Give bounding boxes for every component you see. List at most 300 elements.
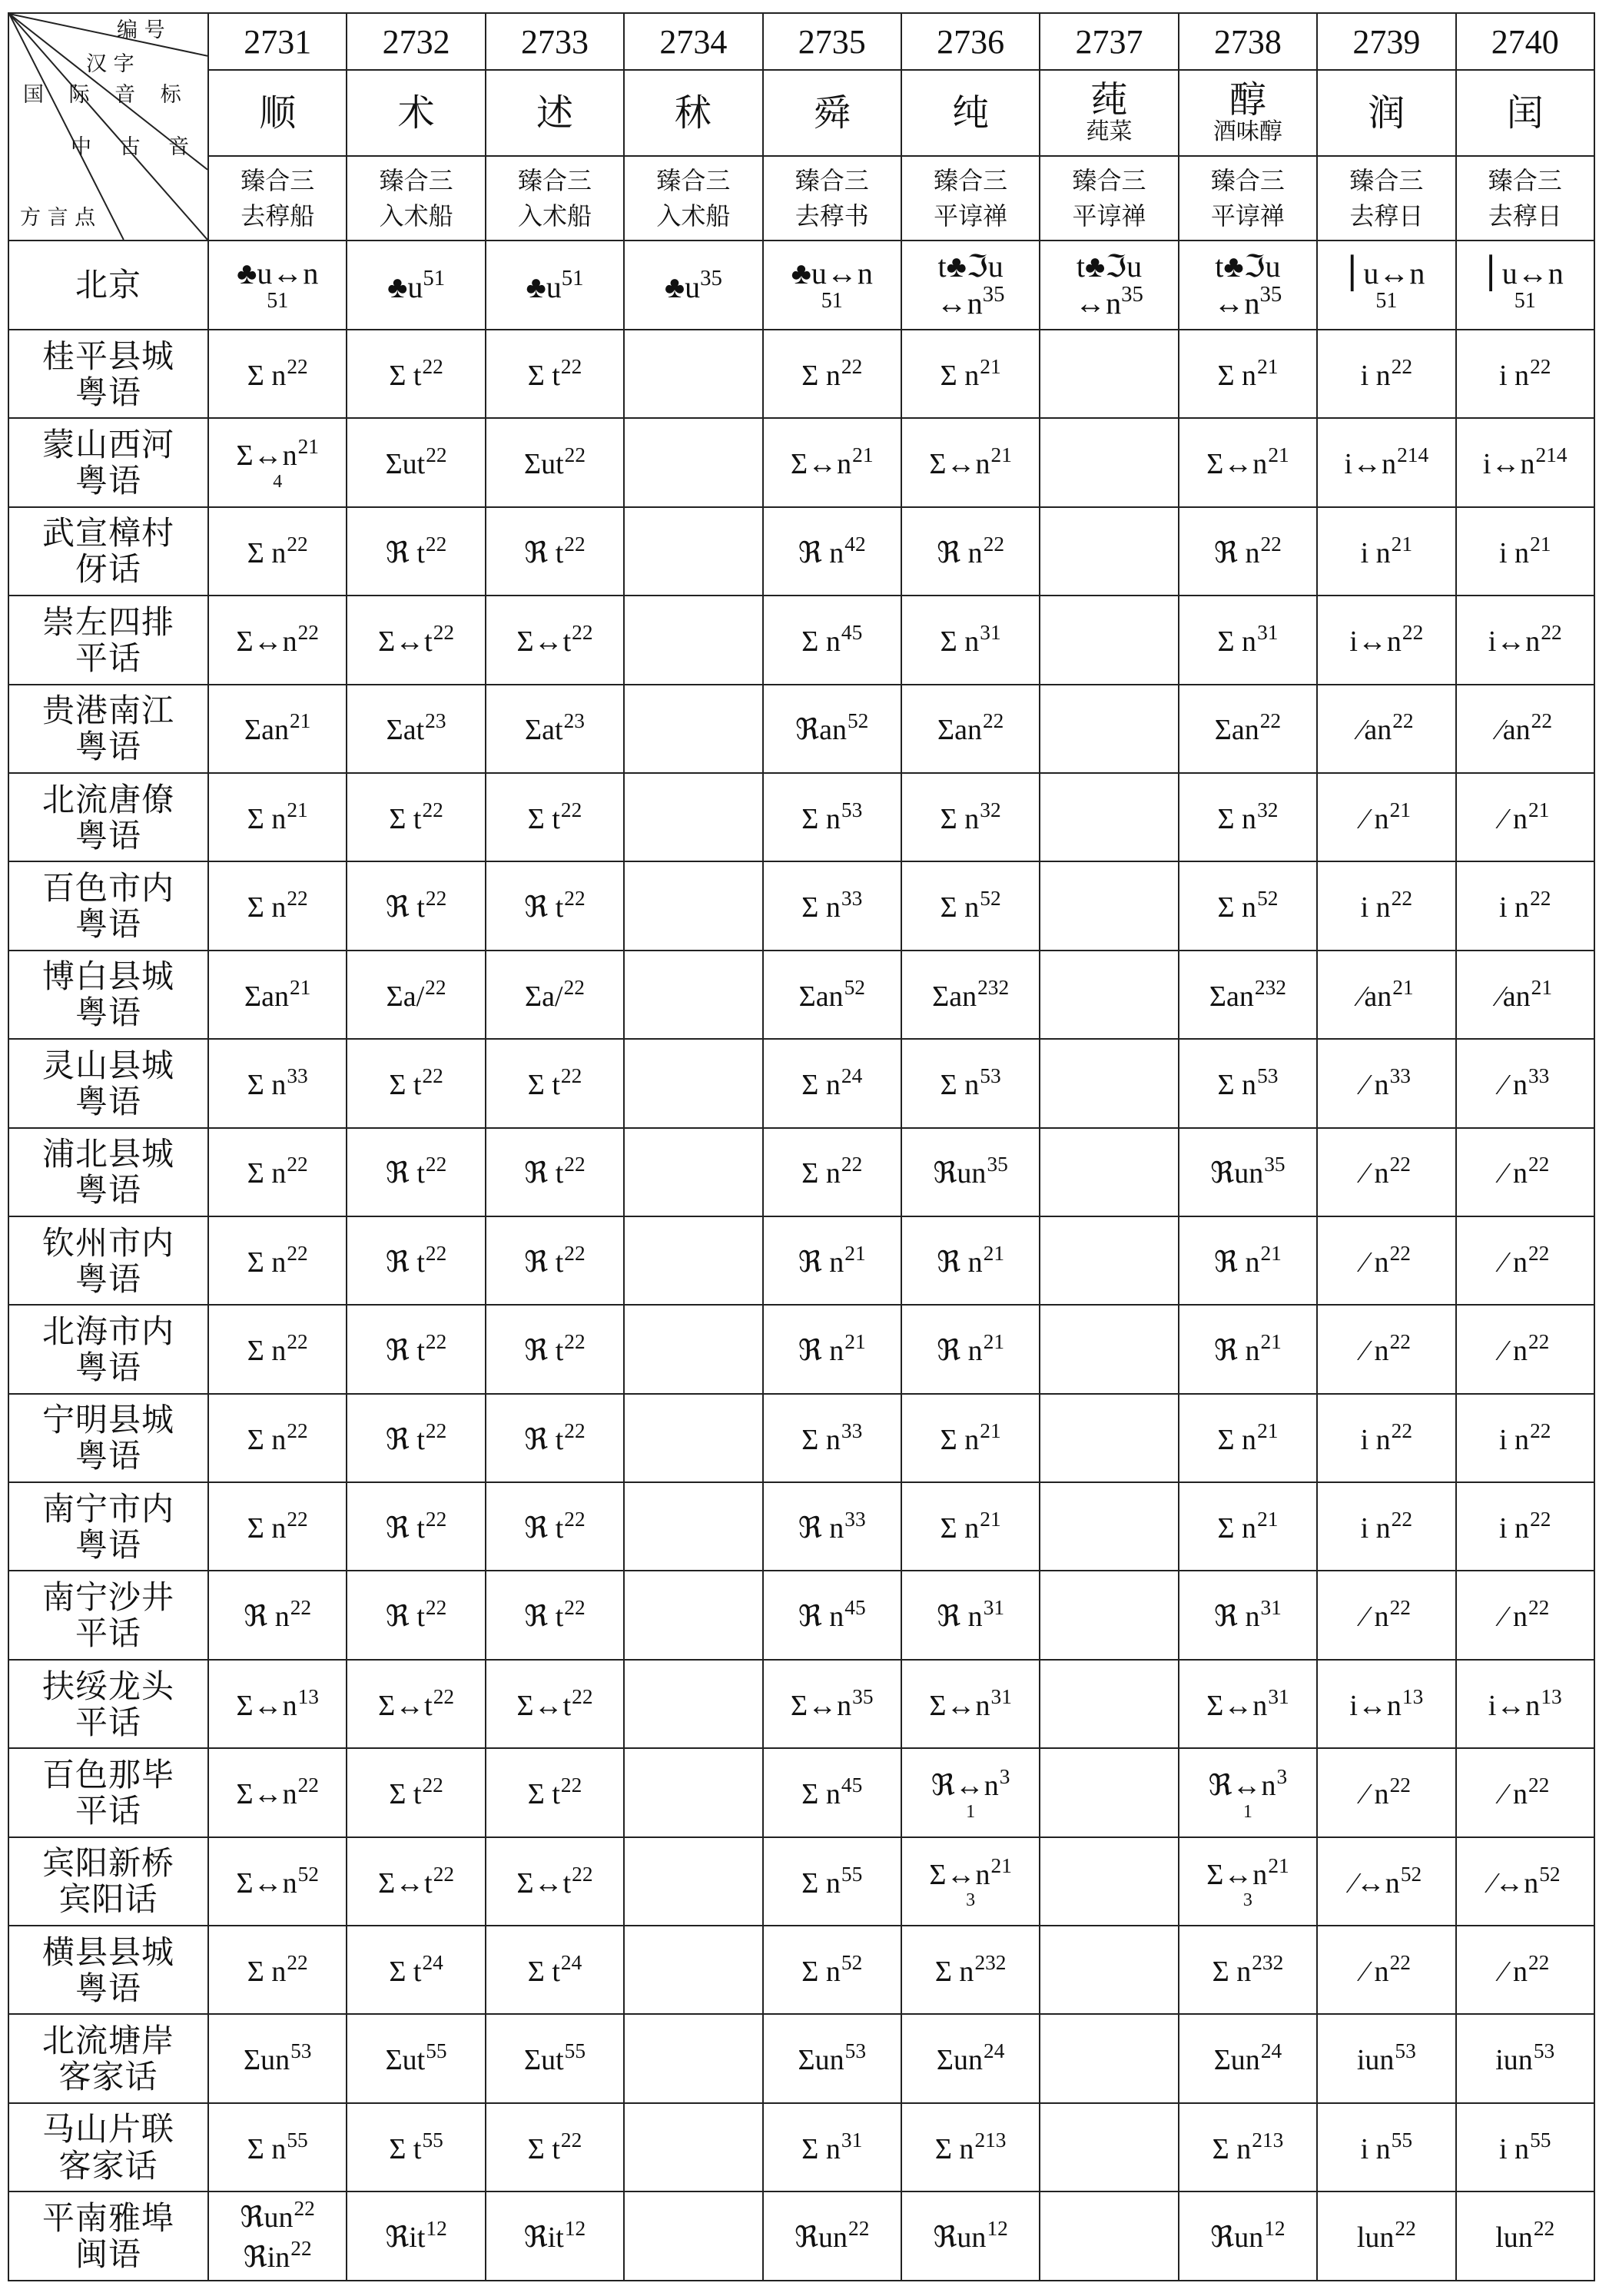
beijing-reading-cell	[1179, 241, 1317, 330]
reading-base: Σ n	[801, 1423, 841, 1456]
reading-tone: 21	[1257, 354, 1279, 378]
place-cell	[8, 2103, 208, 2191]
place-name-line: 粤语	[75, 1969, 141, 2007]
reading-base: ℜ t	[524, 1423, 564, 1456]
reading-tone: 22	[564, 1507, 586, 1531]
reading-cell	[901, 418, 1040, 506]
reading-base: ℜun	[933, 2221, 987, 2255]
reading	[1179, 1063, 1316, 1103]
reading-cell	[901, 1926, 1040, 2014]
reading-tone: 22	[433, 1684, 455, 1708]
reading-cell	[1456, 1039, 1594, 1127]
reading-base-line2: ↔n	[1213, 285, 1260, 320]
reading-base: ⁄ n	[1501, 1157, 1528, 1190]
place-name-line: 粤语	[75, 1259, 141, 1298]
reading-tone: 22	[426, 443, 447, 467]
reading-base: Σ n	[247, 359, 287, 392]
reading-cell	[763, 1216, 901, 1305]
middle-chinese-line: 入术船	[656, 201, 731, 231]
reading-cell	[1179, 1571, 1317, 1659]
reading-tone: 22	[564, 1596, 586, 1620]
reading-cell	[347, 951, 485, 1039]
reading-base: i↔n	[1482, 448, 1535, 481]
reading-cell	[1040, 2014, 1178, 2102]
reading-cell	[901, 1482, 1040, 1571]
reading-base: Σ n	[801, 1069, 841, 1102]
reading	[1318, 2128, 1455, 2168]
reading-base: ℜ↔n	[1208, 1770, 1276, 1803]
reading-base: Σan	[932, 980, 977, 1013]
reading-cell	[763, 951, 901, 1039]
reading-cell	[763, 330, 901, 418]
reading-base: ℜ t	[524, 1512, 564, 1544]
reading-base: Σ n	[801, 1778, 841, 1811]
reading-base: Σ↔t	[378, 1866, 433, 1900]
reading-tone: 22	[572, 1684, 593, 1708]
reading	[1457, 620, 1594, 660]
reading-base: Σ t	[527, 1778, 560, 1811]
reading-tone: 22	[290, 1596, 312, 1620]
reading-tone: 13	[297, 1684, 319, 1708]
reading	[902, 1152, 1039, 1192]
reading	[902, 886, 1039, 926]
reading-tone: 12	[426, 2217, 447, 2241]
reading-base: ⁄ n	[1501, 1246, 1528, 1279]
reading	[1179, 2128, 1316, 2168]
reading	[1457, 1241, 1594, 1281]
reading	[1318, 532, 1455, 572]
reading	[347, 1418, 484, 1458]
reading-base: ⁄ n	[1362, 1335, 1389, 1368]
reading-base: Σ n	[940, 891, 980, 924]
reading-tone: 22	[564, 443, 586, 467]
table-row	[8, 1837, 1594, 1926]
reading	[347, 1152, 484, 1192]
reading	[486, 2039, 623, 2079]
reading-tone: 53	[841, 798, 863, 821]
column-character-cell	[901, 70, 1040, 156]
reading-cell	[901, 2103, 1040, 2191]
reading-tone: 52	[297, 1862, 319, 1886]
reading-base-line2: ↔n	[936, 285, 983, 320]
reading-tone: 21	[844, 1330, 866, 1354]
reading-base: ℜ n	[937, 536, 983, 569]
reading	[347, 1950, 484, 1990]
reading-base: ℜ t	[385, 1601, 425, 1634]
reading	[764, 620, 901, 660]
column-number: 2735	[798, 22, 866, 61]
reading-base: ⁄ n	[1501, 1778, 1528, 1811]
reading	[347, 267, 484, 304]
middle-chinese-line: 去稕书	[795, 201, 869, 231]
reading-tone: 22	[841, 1153, 863, 1176]
reading	[902, 1063, 1039, 1103]
reading	[764, 1862, 901, 1902]
reading-base: iun	[1495, 2044, 1533, 2077]
reading-tone: 22	[1530, 354, 1551, 378]
place-name-line: 南宁市内	[41, 1489, 174, 1528]
reading-tone: 51	[423, 266, 446, 291]
column-character: 润	[1368, 91, 1405, 134]
reading-tone: 22	[1530, 1507, 1551, 1531]
reading-base: Σ↔t	[516, 1689, 572, 1722]
reading-base: Σ t	[527, 2132, 560, 2165]
reading-tone: 22	[1391, 1418, 1413, 1442]
place-name-line: 闽语	[75, 2235, 141, 2273]
reading-cell	[1040, 330, 1178, 418]
reading-cell	[624, 330, 762, 418]
reading-tone: 22	[560, 2128, 582, 2152]
reading-cell	[347, 330, 485, 418]
reading-cell	[486, 773, 624, 861]
reading-cell	[208, 1571, 347, 1659]
column-number: 2738	[1213, 22, 1282, 61]
reading-cell	[624, 2014, 762, 2102]
table-row	[8, 951, 1594, 1039]
reading-tone: 21	[1391, 532, 1413, 556]
reading-tone: 22	[425, 975, 446, 999]
reading-tone: 21	[1257, 1418, 1279, 1442]
reading	[1318, 620, 1455, 660]
reading-base: i n	[1360, 1423, 1391, 1456]
reading-cell	[1179, 1837, 1317, 1926]
reading-cell	[347, 1571, 485, 1659]
reading-cell	[901, 1748, 1040, 1836]
reading-tone: 22	[983, 532, 1005, 556]
reading-base: ℜ n	[798, 1335, 844, 1368]
reading	[209, 1507, 346, 1547]
reading	[1318, 1684, 1455, 1724]
column-number-cell	[486, 13, 624, 70]
reading-cell	[208, 1748, 347, 1836]
reading-tone: 45	[841, 1773, 863, 1797]
reading-base: Σ t	[527, 802, 560, 835]
reading-tone: 31	[1260, 1596, 1282, 1620]
reading-cell	[624, 596, 762, 684]
middle-chinese-cell	[1179, 156, 1317, 241]
reading-base: ⎢u↔n	[1348, 256, 1425, 291]
reading	[1179, 1329, 1316, 1369]
place-cell	[8, 1571, 208, 1659]
middle-chinese-cell	[486, 156, 624, 241]
reading-cell	[208, 773, 347, 861]
reading-tone: 32	[1257, 798, 1279, 821]
reading-cell	[1040, 861, 1178, 950]
place-name-line: 宾阳话	[58, 1880, 158, 1919]
column-number-cell	[1040, 13, 1178, 70]
reading-base: ♣u↔n	[791, 256, 873, 291]
column-character: 莼	[1090, 78, 1128, 121]
reading-tone: 214	[1535, 443, 1568, 467]
reading	[347, 708, 484, 748]
middle-chinese-cell	[1040, 156, 1178, 241]
reading-cell	[1040, 596, 1178, 684]
reading-tone: 22	[1389, 1950, 1411, 1974]
reading-base: Σ↔n	[929, 448, 990, 481]
reading-tone: 52	[847, 709, 869, 733]
column-number-cell	[347, 13, 485, 70]
reading-tone: 12	[1264, 2217, 1286, 2241]
reading	[1179, 886, 1316, 926]
reading-cell	[1317, 1482, 1455, 1571]
reading-cell	[1179, 2191, 1317, 2280]
reading-cell	[901, 951, 1040, 1039]
reading-cell	[1040, 1305, 1178, 1393]
reading-tone: 55	[1391, 2128, 1413, 2152]
reading-base: ℜun	[795, 2221, 848, 2255]
middle-chinese-cell	[1456, 156, 1594, 241]
reading	[764, 886, 901, 926]
reading-cell	[1040, 1394, 1178, 1482]
reading	[347, 1507, 484, 1547]
place-cell	[8, 1216, 208, 1305]
reading	[1457, 1595, 1594, 1635]
table-row	[8, 1660, 1594, 1748]
reading-tone: 22	[287, 532, 308, 556]
place-cell	[8, 685, 208, 773]
reading	[1457, 2039, 1594, 2079]
reading	[347, 1862, 484, 1902]
reading-tone: 22	[1531, 709, 1552, 733]
reading	[1179, 1684, 1316, 1724]
corner-label-bianhao: 编 号	[117, 18, 165, 42]
reading	[209, 1241, 346, 1281]
reading-base: ♣u↔n	[237, 256, 319, 291]
reading-base: ℜ t	[524, 891, 564, 924]
reading	[1457, 2216, 1594, 2256]
middle-chinese-cell	[347, 156, 485, 241]
reading-cell	[1456, 951, 1594, 1039]
reading	[209, 434, 346, 474]
header-row-numbers	[8, 13, 1594, 70]
reading-cell	[347, 2103, 485, 2191]
reading-cell	[1317, 1394, 1455, 1482]
reading-base: ⁄ n	[1501, 1601, 1528, 1634]
reading-tone: 42	[844, 532, 866, 556]
reading	[209, 532, 346, 572]
reading-tone: 22	[425, 1241, 447, 1265]
reading	[209, 2196, 346, 2236]
reading	[209, 2128, 346, 2168]
reading-cell	[208, 951, 347, 1039]
reading-cell	[1317, 1305, 1455, 1393]
reading	[764, 1684, 901, 1724]
reading-cell	[1040, 1216, 1178, 1305]
reading-tone: 22	[1389, 1241, 1411, 1265]
reading-tone: 45	[841, 621, 863, 645]
reading	[764, 1595, 901, 1635]
reading-base: Σ t	[389, 2132, 422, 2165]
place-name-line: 桂平县城	[41, 337, 174, 375]
reading-cell	[486, 1305, 624, 1393]
reading	[902, 1507, 1039, 1547]
corner-label-fangyandian: 方 言 点	[20, 206, 96, 230]
reading-tone: 13	[1402, 1684, 1424, 1708]
reading-base: ⁄ n	[1362, 1778, 1389, 1811]
reading-base: Σ n	[1217, 1069, 1257, 1102]
dialect-pronunciation-table	[8, 12, 1595, 2281]
reading-tone: 22	[1528, 1773, 1550, 1797]
reading-cell	[208, 2014, 347, 2102]
reading-base: Σat	[386, 714, 425, 747]
reading-tone: 53	[290, 2039, 312, 2063]
reading-tone: 22	[1389, 1153, 1411, 1176]
corner-label-ipa	[23, 85, 200, 105]
reading	[1457, 1950, 1594, 1990]
column-number: 2733	[520, 22, 589, 61]
place-cell	[8, 1660, 208, 1748]
reading-cell	[208, 1926, 347, 2014]
reading-base: ⁄ n	[1362, 1157, 1389, 1190]
reading-base: ℜ n	[1214, 1335, 1260, 1368]
reading-tone: 232	[977, 975, 1010, 999]
reading-base: Σ t	[389, 359, 422, 392]
reading-tone: 22	[564, 532, 586, 556]
reading-base: ⁄ n	[1501, 1955, 1528, 1988]
reading-cell	[1040, 1039, 1178, 1127]
reading-base: Σ↔n	[791, 448, 852, 481]
reading-cell	[763, 2014, 901, 2102]
reading-cell	[1317, 2014, 1455, 2102]
reading-base: ℜun	[1210, 1157, 1264, 1190]
column-character-cell	[1040, 70, 1178, 156]
reading	[347, 1773, 484, 1813]
reading-base: Σ n	[1217, 1512, 1257, 1544]
reading	[347, 2128, 484, 2168]
reading-tone: 12	[987, 2217, 1008, 2241]
reading-tone: 33	[1528, 1064, 1550, 1087]
reading-cell	[1179, 1039, 1317, 1127]
reading-tone: 52	[1539, 1862, 1561, 1886]
middle-chinese-line: 入术船	[517, 201, 592, 231]
reading	[486, 1241, 623, 1281]
reading-cell	[347, 1660, 485, 1748]
reading-cell	[486, 951, 624, 1039]
reading-base: ℜ n	[798, 1512, 844, 1544]
reading-tone-sub: 3	[966, 1890, 976, 1911]
middle-chinese-line: 去稕船	[241, 201, 315, 231]
reading-base: i n	[1360, 536, 1391, 569]
reading-cell	[208, 1660, 347, 1748]
middle-chinese-cell	[624, 156, 762, 241]
place-name-line: 平话	[75, 1703, 141, 1741]
reading-tone: 33	[844, 1507, 866, 1531]
reading-tone: 21	[852, 443, 874, 467]
reading-tone: 22	[572, 1862, 593, 1886]
place-name-line: 北海市内	[41, 1312, 174, 1350]
reading-base: Σ n	[801, 625, 841, 659]
reading-tone: 33	[287, 1064, 308, 1087]
reading-cell	[1456, 1660, 1594, 1748]
reading-cell	[208, 418, 347, 506]
column-number: 2740	[1491, 22, 1559, 61]
reading-cell	[208, 330, 347, 418]
reading-base: ⁄an	[1359, 714, 1392, 747]
reading-base: ℜ n	[937, 1335, 983, 1368]
column-character: 顺	[259, 91, 297, 134]
reading	[486, 1773, 623, 1813]
reading-base: ⎢u↔n	[1486, 256, 1564, 291]
reading-base: ℜ t	[385, 1512, 425, 1544]
place-name-line: 粤语	[75, 373, 141, 411]
reading	[1179, 1418, 1316, 1458]
column-number: 2736	[937, 22, 1005, 61]
reading-base: ℜ n	[798, 1246, 844, 1279]
reading-cell	[624, 773, 762, 861]
reading-cell	[486, 2191, 624, 2280]
beijing-reading-cell	[1456, 241, 1594, 330]
reading-tone: 55	[422, 2128, 443, 2152]
reading-tone: 52	[980, 887, 1001, 911]
beijing-reading-cell	[486, 241, 624, 330]
place-name-line: 粤语	[75, 1437, 141, 1475]
reading-cell	[763, 2191, 901, 2280]
reading	[486, 2216, 623, 2256]
column-number-cell	[624, 13, 762, 70]
table-row	[8, 1216, 1594, 1305]
reading-base: i n	[1499, 2132, 1530, 2165]
reading-tone: 51	[1514, 289, 1536, 314]
corner-header-cell	[8, 13, 208, 241]
reading-tone: 22	[564, 1241, 586, 1265]
reading-cell	[901, 1305, 1040, 1393]
reading-base: ℜ n	[798, 1601, 844, 1634]
place-name-line: 平话	[75, 1614, 141, 1653]
table-row	[8, 418, 1594, 506]
reading-cell	[486, 1571, 624, 1659]
reading-cell	[347, 418, 485, 506]
reading-cell	[1179, 1660, 1317, 1748]
reading	[486, 708, 623, 748]
reading	[1457, 1418, 1594, 1458]
reading-base: ⁄an	[1498, 714, 1531, 747]
reading-cell	[624, 1748, 762, 1836]
reading-cell	[347, 1394, 485, 1482]
reading	[764, 1950, 901, 1990]
place-cell	[8, 1305, 208, 1393]
place-name-line: 客家话	[58, 2146, 158, 2185]
reading-cell	[901, 1837, 1040, 1926]
column-character: 述	[536, 91, 573, 134]
reading	[625, 267, 761, 304]
reading	[209, 975, 346, 1015]
reading-cell	[624, 1837, 762, 1926]
reading-cell	[208, 2191, 347, 2280]
reading-base: ℜ n	[798, 536, 844, 569]
reading-tone: 55	[1530, 2128, 1551, 2152]
reading-base: ⁄ n	[1501, 802, 1528, 835]
middle-chinese-line: 臻合三	[1349, 165, 1424, 195]
table-row	[8, 1128, 1594, 1216]
reading-tone: 22	[1391, 1507, 1413, 1531]
reading-base: Σ↔n	[236, 1778, 297, 1811]
reading	[486, 1152, 623, 1192]
place-cell	[8, 1394, 208, 1482]
reading-base: Σan	[1214, 714, 1259, 747]
reading-cell	[901, 1128, 1040, 1216]
reading-cell	[486, 596, 624, 684]
reading-base: Σ n	[247, 536, 287, 569]
reading-base: ⁄↔n	[1489, 1866, 1539, 1900]
reading-base: Σ n	[1217, 625, 1257, 659]
reading-cell	[1317, 596, 1455, 684]
reading	[1318, 1329, 1455, 1369]
reading-tone: 21	[983, 1330, 1005, 1354]
reading-tone: 21	[1530, 532, 1551, 556]
column-character: 醇	[1229, 78, 1266, 121]
reading-tone: 22	[1530, 887, 1551, 911]
reading-base: iun	[1356, 2044, 1395, 2077]
